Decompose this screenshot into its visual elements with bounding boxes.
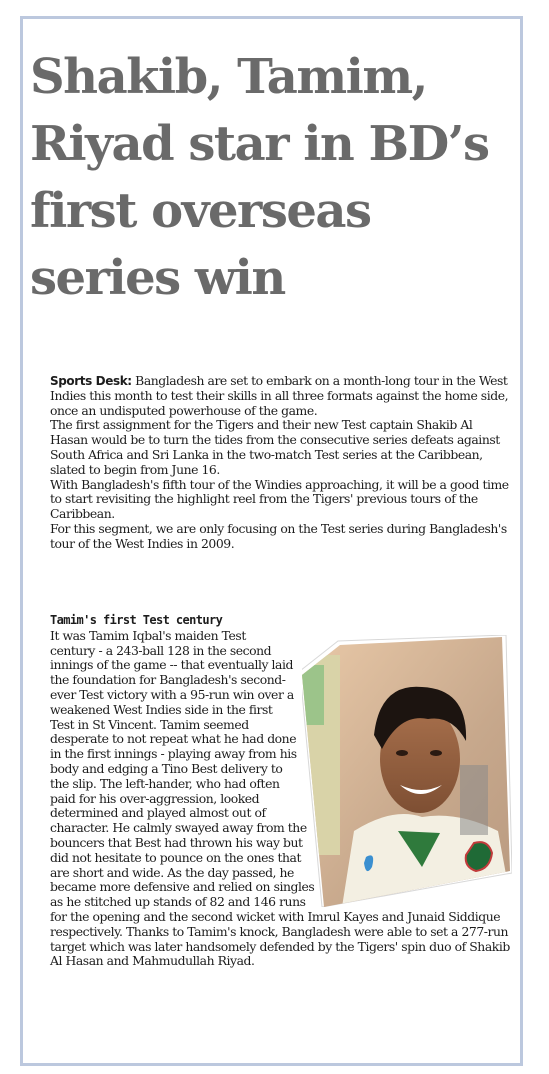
intro-paragraph-1: [50, 374, 512, 418]
section-body: It was Tamim Iqbal's maiden Test century - a 243-ball 128 in the second innings of the game -- that eventually laid the foundation for Bangladesh's second-ever Test victory with a 95-run win over a weakened West Indies side in the first Test in St Vincent. Tamim seemed desperate to not repeat what he had done in the first innings - playing away from his body and edging a Tino Best delivery to the slip. The left-hander, who had often paid for his over-aggression, looked determined and played almost out of character. He calmly swayed away from the bouncers that Best had thrown his way but did not hesitate to pounce on the ones that are short and wide. As the day passed, he became more defensive and relied on singles as he stitched up stands of 82 and 146 runs for the opening and the second wicket with Imrul Kayes and Junaid Siddique respectively. Thanks to Tamim's knock, Bangladesh were able to set a 277-run target which was later handsomely defended by the Tigers' spin duo of Shakib Al Hasan and Mahmudullah Riyad.: [50, 627, 510, 969]
tamim-section: [50, 613, 512, 969]
player-photo: [302, 635, 512, 907]
player-photo-image: [302, 635, 512, 907]
dateline: Sports Desk:: [50, 374, 132, 388]
headline: Shakib, Tamim, Riyad star in BD’s first overseas series win: [30, 49, 489, 306]
section-subhead: Tamim's first Test century: [50, 613, 223, 627]
intro-section: [50, 374, 512, 552]
intro-paragraph-4: For this segment, we are only focusing on the Test series during Bangladesh's tour of the West Indies in 2009.: [50, 520, 507, 551]
intro-paragraph-2: The first assignment for the Tigers and their new Test captain Shakib Al Hasan would be to turn the tides from the consecutive series defeats against South Africa and Sri Lanka in the two-match Test series at the Caribbean, slated to begin from June 16.: [50, 417, 500, 477]
intro-text-1: Bangladesh are set to embark on a month-long tour in the West Indies this month to test their skills in all three formats against the home side, once an undisputed powerhouse of the game.: [50, 373, 509, 418]
intro-paragraph-3: With Bangladesh's fifth tour of the Windies approaching, it will be a good time to start revisiting the highlight reel from the Tigers' previous tours of the Caribbean.: [50, 476, 509, 522]
